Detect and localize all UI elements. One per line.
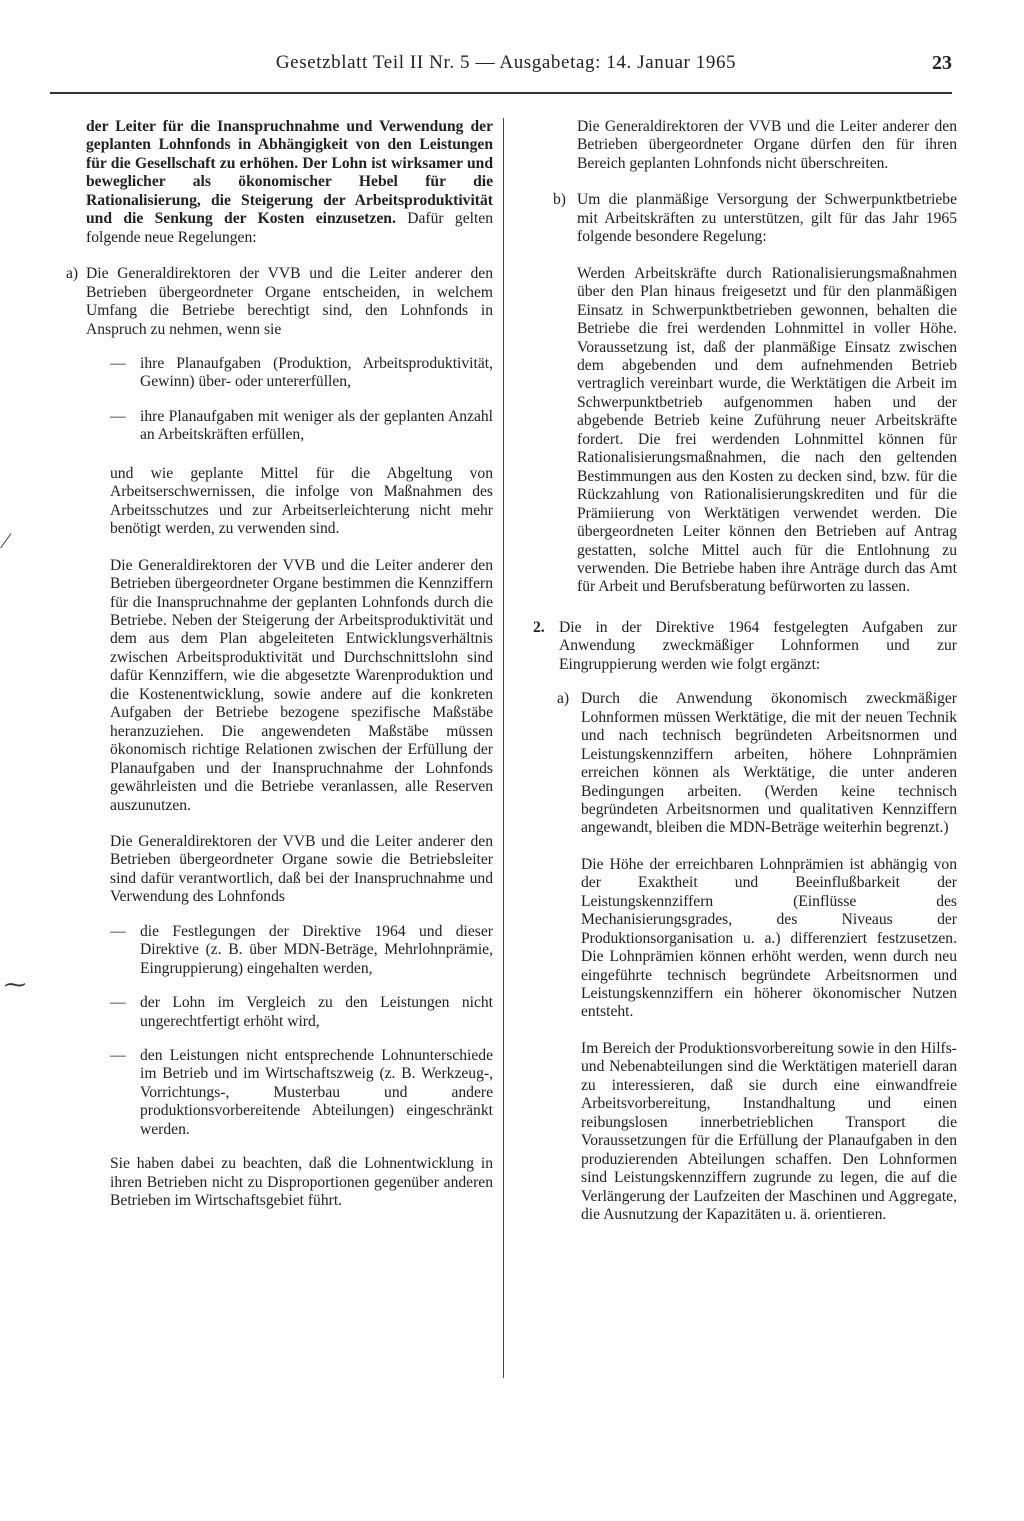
item-label: b): [553, 191, 566, 209]
item-a2: [557, 690, 957, 838]
item-label: a): [557, 690, 570, 708]
right-column: [533, 118, 957, 1224]
item-a: [66, 265, 493, 339]
item-label: a): [66, 265, 79, 283]
item-text: Um die planmäßige Versorgung der Schwerpunktbetriebe mit Arbeitskräften zu unterstützen, gilt für das Jahr 1965 folgende besondere Regelung:: [577, 191, 957, 246]
dash-text: die Festlegungen der Direktive 1964 und dieser Direktive (z. B. über MDN-Beträge, Mehrlohnprämie, Eingruppierung) eingehalten werden,: [140, 922, 493, 977]
dash-label: —: [110, 407, 126, 425]
dash-text: ihre Planaufgaben (Produktion, Arbeitsproduktivität, Gewinn) über- oder untererfüllen,: [140, 354, 493, 391]
item-2: [533, 619, 957, 674]
dash-item: [110, 1047, 493, 1139]
item-text: Die in der Direktive 1964 festgelegten Aufgaben zur Anwendung zweckmäßiger Lohnformen und zur Eingruppierung werden wie folgt ergänzt:: [559, 618, 957, 673]
intro-rest-text: Dafür gelten folgende neue Regelungen:: [86, 210, 494, 246]
left-column: [66, 118, 494, 1211]
item-text: Die Generaldirektoren der VVB und die Leiter anderer den Betrieben übergeordneter Organe entscheiden, in welchem Umfang die Betriebe berechtigt sind, den Lohnfonds in Anspruch zu nehmen, wenn sie: [86, 265, 493, 338]
dash-text: ihre Planaufgaben mit weniger als der geplanten Anzahl an Arbeitskräften erfüllen,: [140, 407, 493, 444]
dash-item: [110, 923, 493, 978]
dash-item: [110, 355, 493, 392]
dash-label: —: [110, 354, 126, 372]
dash-item: [110, 408, 493, 445]
dash-text: den Leistungen nicht entsprechende Lohnunterschiede im Betrieb und im Wirtschaftszweig (z. B. Werkzeug-, Vorrichtungs-, Musterbau und andere produktionsvorbereitende Abteilungen) eingeschränkt werden.: [140, 1047, 493, 1138]
intro-bold-text: der Leiter für die Inanspruchnahme und Verwendung der geplanten Lohnfonds in Abhängigkeit von den Leistungen für die Gesellschaft zu erhöhen. Der Lohn ist wirksamer und beweglicher als ökonomischer Hebel für die Rationalisierung, die Steigerung der Arbeitsproduktivität und die Senkung der Kosten einzusetzen.: [86, 118, 493, 228]
margin-mark-check: ⁄: [4, 528, 8, 553]
item-b: [553, 191, 957, 246]
paragraph-kennziffern: Die Generaldirektoren der VVB und die Leiter anderer den Betrieben übergeordneter Organe bestimmen die Kennziffern für die Inanspruchnahme der geplanten Lohnfonds durch die Betriebe. Neben der Steigerung der Arbeitsproduktivität und dem aus dem Plan abgeleiteten Entwicklungsverhältnis zwischen Arbeitsproduktivität und Durchschnittslohn sind dafür Kennziffern, wie die abgesetzte Warenproduktion und die Kostenentwicklung, sowie andere auf die konkreten Aufgaben der Betriebe bezogene spezifische Maßstäbe heranzuziehen. Die angewendeten Maßstäbe müssen ökonomisch richtige Relationen zwischen der Erfüllung der Planaufgaben und der Inanspruchnahme der Lohnfonds gewährleisten und die Betriebe veranlassen, alle Reserven auszunutzen.: [110, 556, 493, 814]
dash-label: —: [110, 922, 126, 940]
item-label: 2.: [533, 618, 545, 636]
page-number: 23: [932, 52, 952, 74]
paragraph-sie: Sie haben dabei zu beachten, daß die Lohnentwicklung in ihren Betrieben nicht zu Disproportionen gegenüber anderen Betrieben im Wirtschaftsgebiet führt.: [110, 1155, 493, 1210]
dash-text: der Lohn im Vergleich zu den Leistungen nicht ungerechtfertigt erhöht wird,: [140, 994, 493, 1030]
paragraph-generaldirektoren: Die Generaldirektoren der VVB und die Leiter anderer den Betrieben übergeordneter Organe dürfen den für ihren Bereich geplanten Lohnfonds nicht überschreiten.: [577, 118, 957, 172]
paragraph-hoehe: Die Höhe der erreichbaren Lohnprämien ist abhängig von der Exaktheit und Beeinflußbarkeit der Leistungskennziffern (Einflüsse des Mechanisierungsgrades, des Niveaus der Produktionsorganisation u. a.) differenziert festzusetzen. Die Lohnprämien können erhöht werden, wenn durch neu eingeführte technisch begründete Arbeitsnormen und Leistungskennziffern ein höherer ökonomischer Nutzen entsteht.: [581, 855, 957, 1021]
margin-mark-check: ⁓: [4, 972, 26, 997]
header-title: Gesetzblatt Teil II Nr. 5 — Ausgabetag: 14. Januar 1965: [275, 52, 737, 73]
paragraph-bereich: Im Bereich der Produktionsvorbereitung sowie in den Hilfs- und Nebenabteilungen sind die Werktätigen materiell daran zu interessieren, daß sie durch eine einwandfreie Arbeitsvorbereitung, Instandhaltung und einen reibungslosen innerbetrieblichen Transport die Voraussetzungen für die Erfüllung der Planaufgaben in den produzierenden Abteilungen schaffen. Den Lohnformen sind Leistungskennziffern zugrunde zu legen, die auf die Verlängerung der Laufzeiten der Maschinen und Aggregate, die Ausnutzung der Kapazitäten u. ä. orientieren.: [581, 1039, 957, 1224]
intro-paragraph: [86, 118, 493, 247]
item-text: Durch die Anwendung ökonomisch zweckmäßiger Lohnformen müssen Werktätige, die mit der neuen Technik und nach technisch begründeten Arbeitsnormen und Leistungskennziffern arbeiten, höhere Lohnprämien erreichen können als Werktätige, die unter anderen Bedingungen arbeiten. (Werden keine technisch begründeten Arbeitsnormen und qualitativen Kennziffern angewandt, bleiben die MDN-Beträge weiterhin begrenzt.): [581, 690, 957, 837]
dash-label: —: [110, 994, 126, 1012]
dash-label: —: [110, 1047, 126, 1065]
paragraph-arbeitskraefte: Werden Arbeitskräfte durch Rationalisierungsmaßnahmen über den Plan hinaus freigesetzt und für den planmäßigen Einsatz in Schwerpunktbetrieben gewonnen, behalten die Betriebe die frei werdenden Lohnmittel in voller Höhe. Voraussetzung ist, daß der planmäßige Einsatz zwischen dem abgebenden und dem aufnehmenden Betrieb vertraglich vereinbart wurde, die Werktätigen die Arbeit im Schwerpunktbetrieb aufgenommen haben und der abgebende Betrieb keine Zuführung neuer Arbeitskräfte fordert. Die frei werdenden Lohnmittel können für Rationalisierungsmaßnahmen, die nach den geltenden Bestimmungen aus den Kosten zu decken sind, bzw. für die Rückzahlung von Rationalisierungskrediten und für die Prämiierung von Werktätigen verwendet werden. Die übergeordneten Leiter können den Betrieben auf Antrag gestatten, solche Mittel auch für die Entlohnung zu verwenden. Die Betriebe haben ihre Anträge durch das Amt für Arbeit und Berufsberatung befürworten zu lassen.: [577, 264, 957, 596]
paragraph-und: und wie geplante Mittel für die Abgeltung von Arbeitserschwernissen, die infolge von Maßnahmen des Arbeitsschutzes und zur Arbeitserleichterung nicht mehr benötigt werden, zu verwenden sind.: [110, 464, 493, 538]
dash-item: [110, 994, 493, 1031]
page-header: [50, 52, 952, 92]
column-divider: [503, 118, 504, 1378]
header-rule: [50, 92, 952, 94]
paragraph-verantwortlich: Die Generaldirektoren der VVB und die Leiter anderer den Betrieben übergeordneter Organe sowie die Betriebsleiter sind dafür verantwortlich, daß bei der Inanspruchnahme und Verwendung des Lohnfonds: [110, 832, 493, 906]
